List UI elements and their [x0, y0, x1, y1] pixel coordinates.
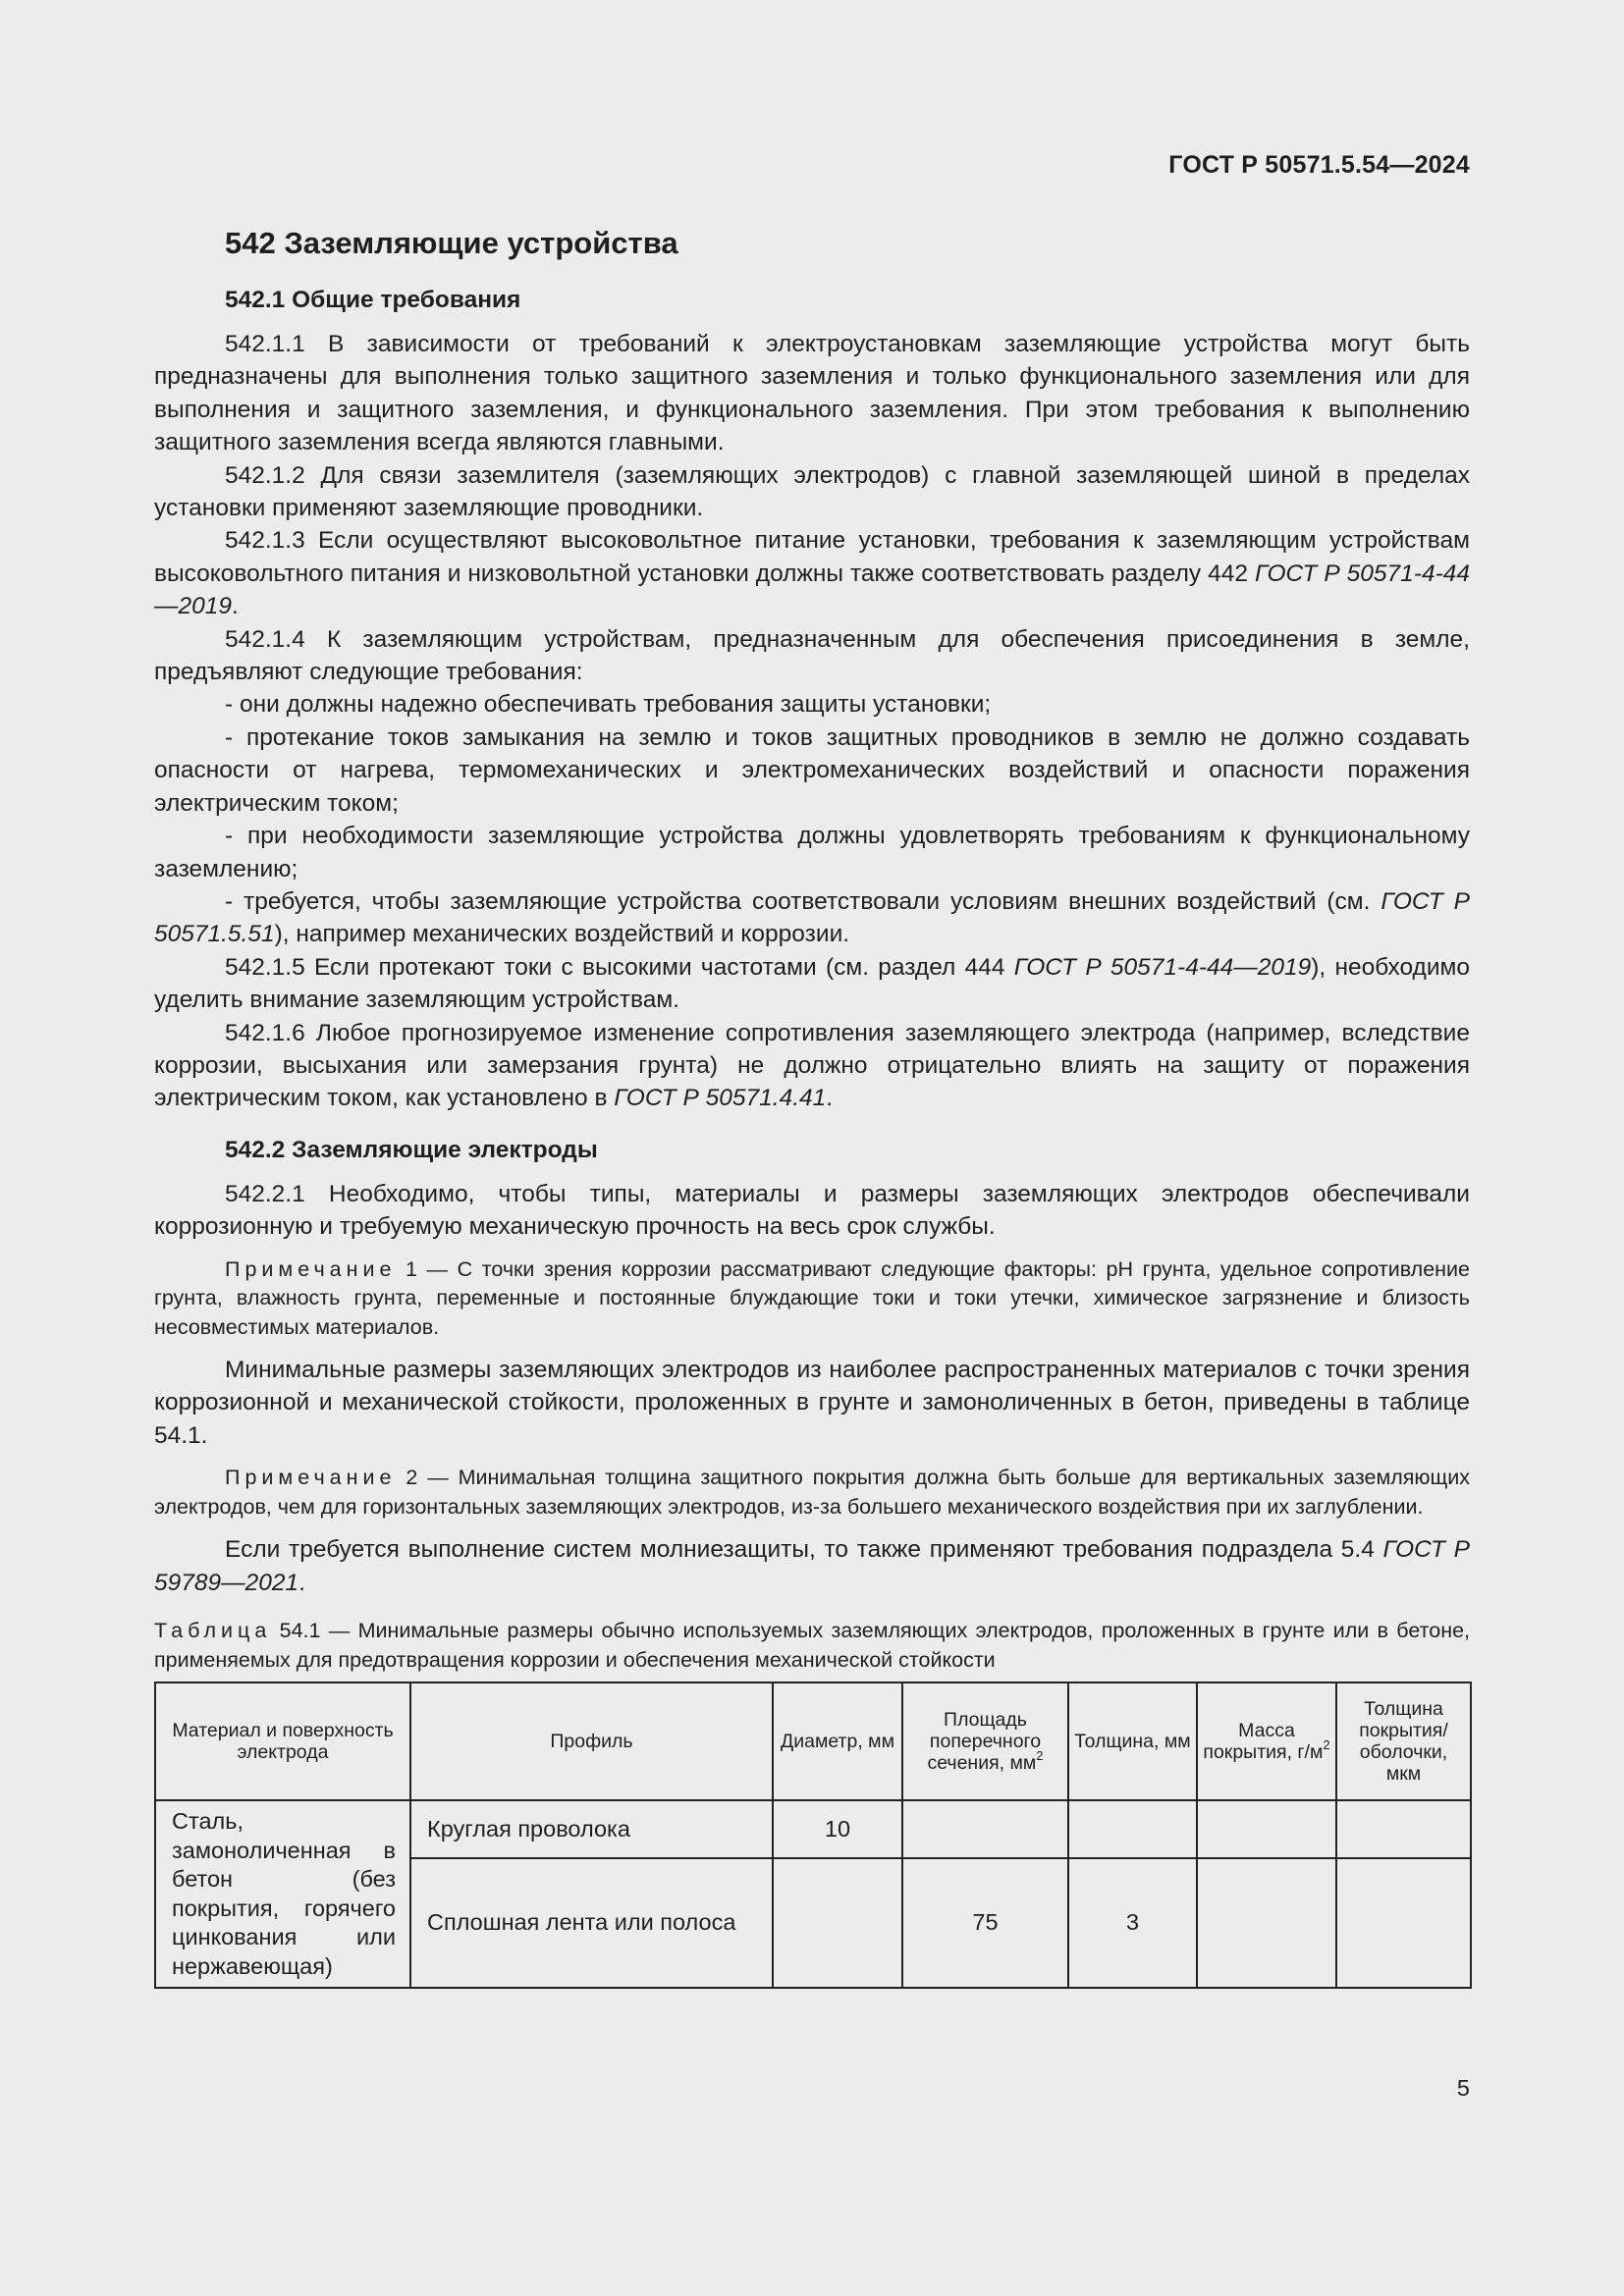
paragraph-542-2-1: 542.2.1 Необходимо, чтобы типы, материалы и размеры заземляющих электродов обеспечивали коррозионную и требуемую механическую прочность на весь срок службы.	[154, 1180, 1470, 1241]
column-header-area: Площадь поперечного сечения, $мм^2$	[902, 1682, 1068, 1800]
mass-cell	[1197, 1800, 1336, 1857]
coating-cell	[1336, 1800, 1471, 1857]
profile-cell: Сплошная лента или полоса	[410, 1858, 773, 1989]
area-cell	[902, 1800, 1068, 1857]
column-header-profile: Профиль	[410, 1682, 773, 1800]
column-header-diameter: Диаметр, мм	[773, 1682, 902, 1800]
list-item: - протекание токов замыкания на землю и токов защитных проводников в землю не должно создавать опасности от нагрева, термомеханических и электромеханических воздействий и опасности поражения электрическим током;	[154, 723, 1470, 817]
material-cell: Сталь, замоноличенная в бетон (без покрытия, горячего цинкования или нержавеющая)	[155, 1800, 410, 1988]
subsection-title-542-1: 542.1 Общие требования	[225, 287, 521, 313]
standard-reference: ГОСТ Р 50571-4-44—2019	[1013, 953, 1312, 981]
page-number: 5	[1456, 2075, 1470, 2101]
column-header-material: Материал и поверхность электрода	[155, 1682, 410, 1800]
list-item: - требуется, чтобы заземляющие устройства соответствовали условиям внешних воздействий (см. ГОСТ Р 50571.5.51), например механических воздействий и коррозии.	[154, 887, 1470, 948]
paragraph-min-sizes: Минимальные размеры заземляющих электродов из наиболее распространенных материалов с точки зрения коррозионной и механической стойкости, проложенных в грунте и замоноличенных в бетон, приведены в таблице 54.1.	[154, 1357, 1470, 1449]
electrode-sizes-table	[154, 1682, 1472, 1989]
paragraph-542-1-6: 542.1.6 Любое прогнозируемое изменение сопротивления заземляющего электрода (например, вследствие коррозии, высыхания или замерзания грунта) не должно отрицательно влиять на защиту от поражения электрическим током, как установлено в ГОСТ Р 50571.4.41.	[154, 1019, 1470, 1112]
standard-reference: ГОСТ Р 50571-4-44—2019	[154, 560, 1470, 620]
column-header-mass: Масса покрытия, $г/м^2$	[1197, 1682, 1336, 1800]
thickness-cell: 3	[1068, 1858, 1197, 1989]
table-row	[155, 1800, 1471, 1857]
standard-reference: ГОСТ Р 50571.4.41	[614, 1085, 827, 1112]
standard-reference: ГОСТ Р 50571.5.51	[154, 887, 1470, 948]
paragraph-542-1-1: 542.1.1 В зависимости от требований к электроустановкам заземляющие устройства могут быть предназначены для выполнения только защитного заземления и только функционального заземления или для выполнения и защитного заземления, и функционального заземления. При этом требования к выполнению защитного заземления всегда являются главными.	[154, 331, 1470, 456]
subsection-title-542-2: 542.2 Заземляющие электроды	[225, 1136, 598, 1163]
section-title: 542 Заземляющие устройства	[225, 226, 678, 260]
diameter-cell	[773, 1858, 902, 1989]
list-item: - они должны надежно обеспечивать требования защиты установки;	[225, 691, 992, 719]
paragraph-542-1-2: 542.1.2 Для связи заземлителя (заземляющих электродов) с главной заземляющей шиной в пределах установки применяют заземляющие проводники.	[154, 461, 1470, 522]
coating-cell	[1336, 1858, 1471, 1989]
column-header-coating: Толщина покрытия/ оболочки, мкм	[1336, 1682, 1471, 1800]
mass-cell	[1197, 1858, 1336, 1989]
diameter-cell: 10	[773, 1800, 902, 1857]
list-item: - при необходимости заземляющие устройства должны удовлетворять требованиям к функциональному заземлению;	[154, 823, 1470, 882]
area-cell: 75	[902, 1858, 1068, 1989]
paragraph-lightning: Если требуется выполнение систем молниезащиты, то также применяют требования подраздела 5.4 ГОСТ Р 59789—2021.	[154, 1536, 1470, 1596]
profile-cell: Круглая проволока	[410, 1800, 773, 1857]
column-header-thickness: Толщина, мм	[1068, 1682, 1197, 1800]
standard-header: ГОСТ Р 50571.5.54—2024	[1168, 151, 1470, 179]
paragraph-542-1-3: 542.1.3 Если осуществляют высоковольтное питание установки, требования к заземляющим устройствам высоковольтного питания и низковольтной установки должны также соответствовать разделу 442 ГОСТ Р 50571-4-44—2019.	[154, 527, 1470, 620]
note-2: Примечание 2 — Минимальная толщина защитного покрытия должна быть больше для вертикальных заземляющих электродов, чем для горизонтальных заземляющих электродов, из-за большего механического воздействия при их заглублении.	[154, 1466, 1470, 1519]
standard-reference: ГОСТ Р 59789—2021	[154, 1536, 1470, 1596]
table-caption: Таблица 54.1 — Минимальные размеры обычно используемых заземляющих электродов, проложенных в грунте или в бетоне, применяемых для предотвращения коррозии и обеспечения механической стойкости	[154, 1619, 1470, 1672]
table-header-row	[155, 1682, 1471, 1800]
paragraph-542-1-5: 542.1.5 Если протекают токи с высокими частотами (см. раздел 444 ГОСТ Р 50571-4-44—2019), необходимо уделить внимание заземляющим устройствам.	[154, 953, 1470, 1014]
note-1: Примечание 1 — С точки зрения коррозии рассматривают следующие факторы: pH грунта, удельное сопротивление грунта, влажность грунта, переменные и постоянные блуждающие токи и токи утечки, химическое загрязнение и близость несовместимых материалов.	[154, 1256, 1470, 1339]
paragraph-542-1-4: 542.1.4 К заземляющим устройствам, предназначенным для обеспечения присоединения в земле, предъявляют следующие требования:	[154, 625, 1470, 686]
document-body	[154, 287, 1470, 1989]
thickness-cell	[1068, 1800, 1197, 1857]
